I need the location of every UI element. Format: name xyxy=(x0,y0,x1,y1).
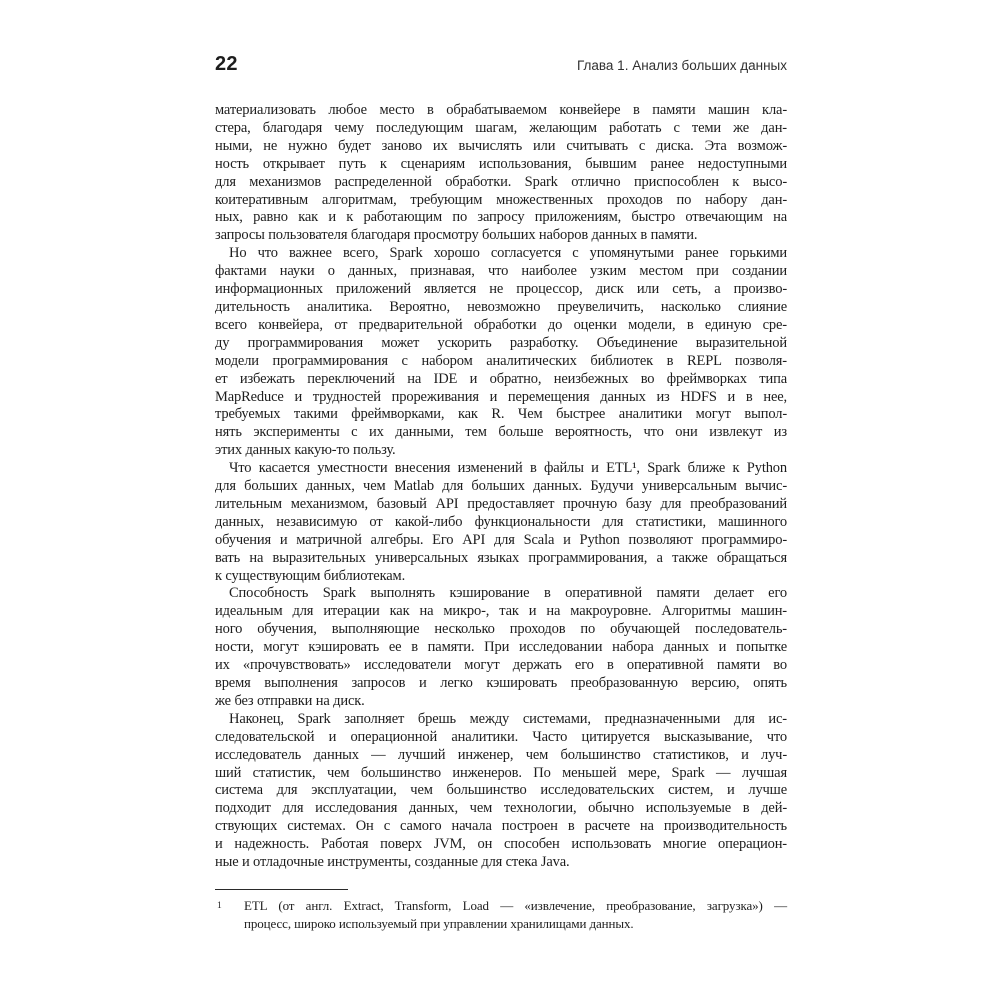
body-line: всего конвейера, от предварительной обработки до оценки модели, в единую сре- xyxy=(215,316,787,333)
body-line: ными, не нужно будет заново их вычислять или считывать с диска. Эта возмож- xyxy=(215,137,787,154)
body-line: вать на выразительных универсальных языках программирования, а также обращаться xyxy=(215,549,787,566)
body-line: дительность аналитика. Вероятно, невозможно преувеличить, насколько слияние xyxy=(215,298,787,315)
body-line: следовательской и операционной аналитики. Часто цитируется высказывание, что xyxy=(215,728,787,745)
body-line: ность открывает путь к сценариям использования, бывшим ранее недоступными xyxy=(215,155,787,172)
body-line: ет избежать переключений на IDE и обратно, неизбежных во фреймворках типа xyxy=(215,370,787,387)
body-line: Наконец, Spark заполняет брешь между системами, предназначенными для ис- xyxy=(229,710,787,727)
body-line: ности, могут кэшировать ее в памяти. При исследовании набора данных и попытке xyxy=(215,639,787,656)
body-line: ных, равно как и к работающим по запросу приложениям, быстро отвечающим на xyxy=(215,209,787,226)
body-line: подходит для исследования данных, чем технологии, обычно используемые в дей- xyxy=(215,800,787,817)
footnote-text xyxy=(215,897,787,933)
body-line: ного обучения, выполняющие несколько проходов по обучающей последователь- xyxy=(215,621,787,638)
body-line: коитеративным алгоритмам, требующим множественных проходов по набору дан- xyxy=(215,191,787,208)
body-line: ший статистик, чем большинство инженеров. По меньшей мере, Spark — лучшая xyxy=(215,764,787,781)
body-line: Что касается уместности внесения изменений в файлы и ETL¹, Spark ближе к Python xyxy=(229,460,787,477)
body-line: нять эксперименты с их данными, тем больше вероятность, что они извлекут из xyxy=(215,424,787,441)
body-line: для больших данных, чем Matlab для больших данных. Будучи универсальным вычис- xyxy=(215,478,787,495)
body-line: система для эксплуатации, чем большинство исследовательских систем, и лучше xyxy=(215,782,787,799)
body-line: стера, благодаря чему последующим шагам, желающим работать с теми же дан- xyxy=(215,119,787,136)
footnote-rule xyxy=(215,889,348,890)
body-line: запросы пользователя благодаря просмотру больших наборов данных в памяти. xyxy=(215,227,698,244)
footnote-line: процесс, широко используемый при управлении хранилищами данных. xyxy=(244,916,634,931)
footnote-line: ETL (от англ. Extract, Transform, Load — «извлечение, преобразование, загрузка») — xyxy=(244,898,787,913)
body-line: исследователь данных — лучший инженер, чем большинство статистиков, и луч- xyxy=(215,746,787,763)
body-line: ду программирования может ускорить разработку. Объединение выразительной xyxy=(215,334,787,351)
running-header xyxy=(215,53,787,76)
body-line: ствующих системах. Он с самого начала построен в расчете на производительность xyxy=(215,818,787,835)
body-line: модели программирования с набором аналитических библиотек в REPL позволя- xyxy=(215,352,787,369)
body-line: информационных приложений является не процессор, диск или сеть, а произво- xyxy=(215,281,787,298)
body-line: лительным механизмом, базовый API предоставляет прочную базу для преобразований xyxy=(215,495,787,512)
footnote-marker: 1 xyxy=(217,901,222,911)
body-line: Но что важнее всего, Spark хорошо согласуется с упомянутыми ранее горькими xyxy=(229,245,787,262)
body-line: и надежность. Работая поверх JVM, он способен использовать многие операцион- xyxy=(215,836,787,853)
footnote xyxy=(215,897,787,933)
body-line: ные и отладочные инструменты, созданные для стека Java. xyxy=(215,854,570,871)
body-line: к существующим библиотекам. xyxy=(215,567,406,584)
body-text xyxy=(215,102,787,872)
body-line: же без отправки на диск. xyxy=(215,692,365,709)
body-line: требуемых такими фреймворками, как R. Чем быстрее аналитики могут выпол- xyxy=(215,406,787,423)
body-line: идеальным для итерации как на микро-, так и на макроуровне. Алгоритмы машин- xyxy=(215,603,787,620)
body-line: для механизмов распределенной обработки. Spark отлично приспособлен к высо- xyxy=(215,173,787,190)
body-line: MapReduce и трудностей прореживания и перемещения данных из HDFS и в нее, xyxy=(215,388,787,405)
body-line: время выполнения запросов и легко кэшировать преобразованную версию, опять xyxy=(215,675,787,691)
body-line: их «прочувствовать» исследователи могут держать его в оперативной памяти во xyxy=(215,657,787,674)
chapter-running-title: Глава 1. Анализ больших данных xyxy=(576,58,787,73)
body-line: материализовать любое место в обрабатываемом конвейере в памяти машин кла- xyxy=(215,102,787,118)
body-line: Способность Spark выполнять кэширование в оперативной памяти делает его xyxy=(229,585,787,602)
body-line: этих данных какую-то пользу. xyxy=(215,442,396,459)
body-line: фактами науки о данных, признавая, что наиболее узким местом при создании xyxy=(215,263,787,280)
body-line: данных, независимую от какой-либо функциональности для статистики, машинного xyxy=(215,513,787,530)
body-line: обучения и матричной алгебры. Его API для Scala и Python позволяют программиро- xyxy=(215,531,787,548)
page-number: 22 xyxy=(215,53,238,75)
